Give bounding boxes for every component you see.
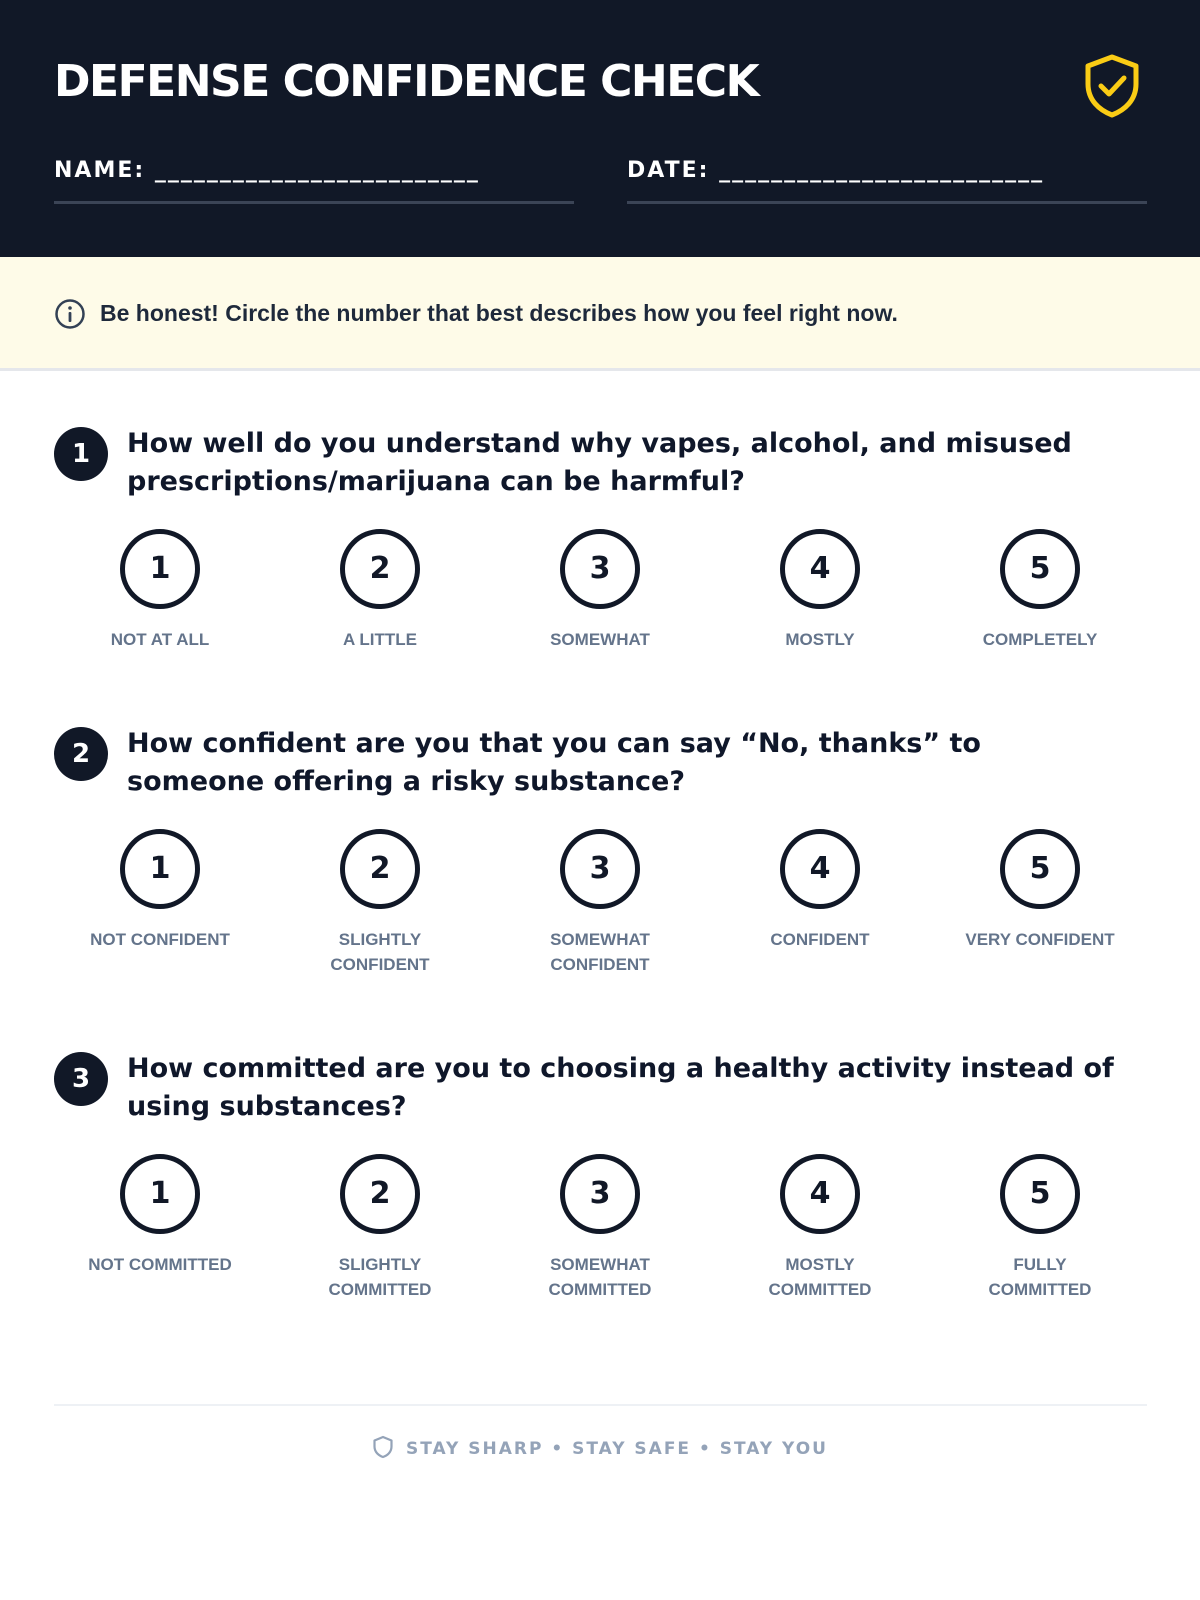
rating-label: NOT CONFIDENT [90,930,230,949]
rating-circle-2[interactable]: 2 [340,529,420,609]
rating-option [940,1154,1140,1302]
rating-circle-5[interactable]: 5 [1000,1154,1080,1234]
rating-circle-3[interactable]: 3 [560,529,640,609]
rating-label: SLIGHTLY COMMITTED [328,1255,432,1299]
rating-label: SLIGHTLY CONFIDENT [330,930,430,974]
rating-label: SOMEWHAT CONFIDENT [550,930,650,974]
info-icon [54,298,86,330]
rating-label: MOSTLY [785,630,855,649]
rating-label: NOT COMMITTED [88,1255,232,1274]
page-title: DEFENSE CONFIDENCE CHECK [54,56,759,107]
name-field-label: NAME: _________________________ [54,158,480,183]
rating-label: VERY CONFIDENT [965,930,1115,949]
rating-circle-4[interactable]: 4 [780,829,860,909]
question-number-badge: 3 [54,1052,108,1106]
rating-option [940,529,1140,652]
rating-option [280,529,480,652]
rating-circle-4[interactable]: 4 [780,529,860,609]
rating-option [720,829,920,952]
rating-option [500,829,700,977]
rating-circle-5[interactable]: 5 [1000,529,1080,609]
footer [0,1435,1200,1459]
question-text: How well do you understand why vapes, alcohol, and misused prescriptions/marijuana can be harmful? [127,428,1072,497]
header [0,0,1200,257]
instruction-banner [0,257,1200,371]
rating-option [60,829,260,952]
rating-circle-2[interactable]: 2 [340,829,420,909]
question-text: How confident are you that you can say “No, thanks” to someone offering a risky substance? [127,728,981,797]
rating-circle-2[interactable]: 2 [340,1154,420,1234]
rating-circle-3[interactable]: 3 [560,829,640,909]
question-number-badge: 1 [54,427,108,481]
rating-option [280,829,480,977]
rating-label: SOMEWHAT [550,630,650,649]
rating-option [60,1154,260,1277]
footer-divider [54,1404,1147,1406]
rating-circle-1[interactable]: 1 [120,1154,200,1234]
rating-label: FULLY COMMITTED [988,1255,1092,1299]
rating-label: MOSTLY COMMITTED [768,1255,872,1299]
rating-option [720,529,920,652]
rating-circle-5[interactable]: 5 [1000,829,1080,909]
shield-check-icon [1083,53,1141,119]
rating-circle-3[interactable]: 3 [560,1154,640,1234]
instruction-text: Be honest! Circle the number that best describes how you feel right now. [100,300,898,326]
rating-label: SOMEWHAT COMMITTED [548,1255,652,1299]
name-field[interactable] [54,158,574,204]
rating-label: A LITTLE [343,630,417,649]
rating-label: NOT AT ALL [110,630,210,649]
rating-option [500,529,700,652]
rating-label: CONFIDENT [770,930,870,949]
rating-option [60,529,260,652]
rating-circle-1[interactable]: 1 [120,829,200,909]
question-text: How committed are you to choosing a healthy activity instead of using substances? [127,1053,1114,1122]
rating-option [280,1154,480,1302]
date-field-label: DATE: _________________________ [627,158,1045,183]
date-field[interactable] [627,158,1147,204]
rating-option [720,1154,920,1302]
rating-option [940,829,1140,952]
rating-option [500,1154,700,1302]
rating-circle-1[interactable]: 1 [120,529,200,609]
question-number-badge: 2 [54,727,108,781]
footer-tagline: STAY SHARP • STAY SAFE • STAY YOU [405,1439,828,1459]
shield-icon [372,1435,394,1459]
rating-label: COMPLETELY [982,630,1098,649]
rating-circle-4[interactable]: 4 [780,1154,860,1234]
